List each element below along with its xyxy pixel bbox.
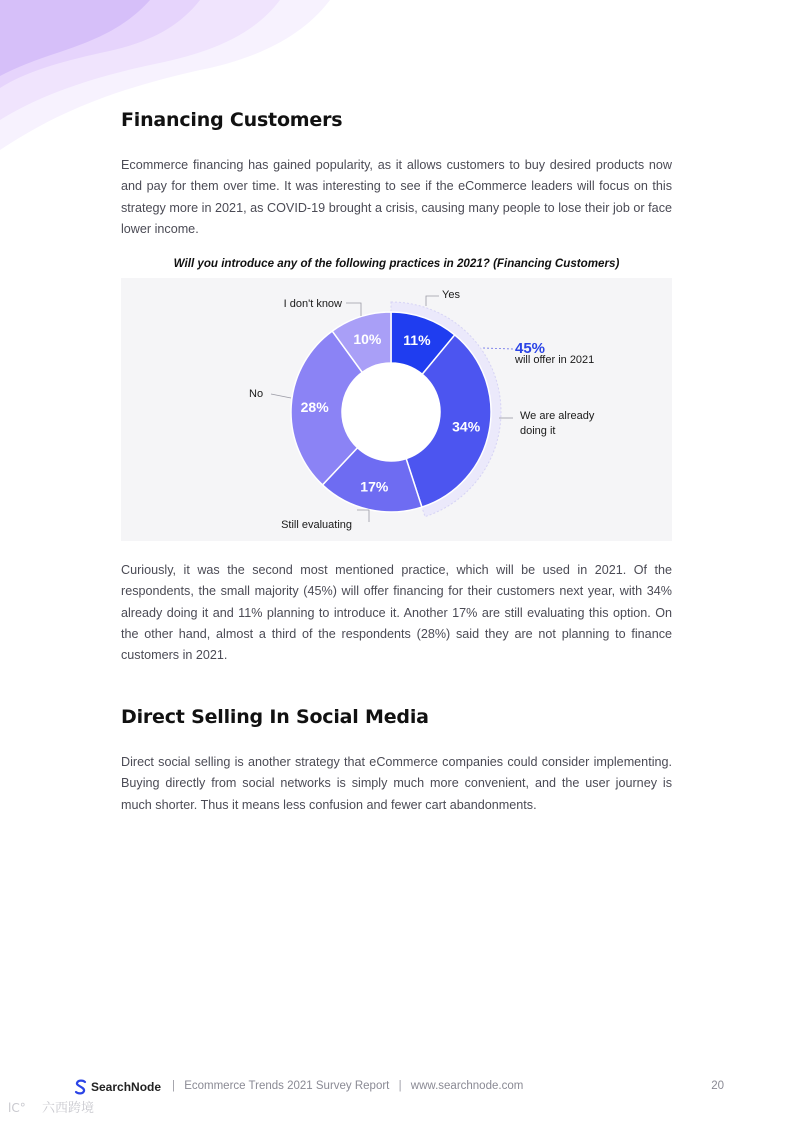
page-number: 20 xyxy=(711,1080,724,1092)
footer-info xyxy=(166,1080,523,1092)
label-no: No xyxy=(249,388,264,400)
leader-dont-know xyxy=(346,303,361,316)
slice-value-label: 10% xyxy=(353,331,382,348)
footer-website-link[interactable]: www.searchnode.com xyxy=(410,1080,524,1092)
slice-value-label: 17% xyxy=(360,478,389,495)
leader-yes xyxy=(426,296,439,306)
slice-value-label: 11% xyxy=(403,332,431,349)
footer-separator: | xyxy=(398,1080,402,1092)
paragraph-intro: Ecommerce financing has gained popularity, as it allows customers to buy desired products now and pay for them over time. It was interesting to see if the eCommerce leaders will focus on this strategy more in 2021, as COVID-19 brought a crisis, causing many people to lose their job or face lower income. xyxy=(121,158,672,236)
svg-text:lC°: lC° xyxy=(8,1100,26,1114)
chart-title: Will you introduce any of the following practices in 2021? (Financing Customers) xyxy=(173,257,620,270)
brand-logo xyxy=(74,1079,161,1095)
leader-no xyxy=(271,394,291,398)
annotation-45-text: will offer in 2021 xyxy=(515,354,595,366)
brand-name: SearchNode xyxy=(91,1080,162,1094)
section-title-financing: Financing Customers xyxy=(121,109,343,131)
label-already-1: We are already xyxy=(520,410,595,422)
label-yes: Yes xyxy=(442,289,460,301)
page-footer xyxy=(74,1079,724,1097)
searchnode-logo-icon xyxy=(74,1079,88,1095)
slice-value-label: 34% xyxy=(452,418,481,435)
label-still: Still evaluating xyxy=(281,519,352,531)
slice-value-label: 28% xyxy=(300,399,329,416)
paragraph-analysis: Curiously, it was the second most mentioned practice, which will be used in 2021. Of the respondents, the small majority (45%) will offer financing for their customers next year, with 34% already doing it and 11% planning to introduce it. Another 17% are still evaluating this option. On the other hand, almost a third of the respondents (28%) said they are not planning to finance customers in 2021. xyxy=(121,563,672,663)
footer-separator: | xyxy=(172,1080,175,1092)
donut-chart xyxy=(121,278,672,541)
leader-still xyxy=(357,510,369,522)
watermark xyxy=(8,1097,94,1116)
section-title-direct-selling: Direct Selling In Social Media xyxy=(121,706,429,728)
donut-hole xyxy=(342,363,440,461)
watermark-text: 六西跨境 xyxy=(42,1100,95,1115)
label-dont-know: I don't know xyxy=(283,298,342,310)
footer-report-title: Ecommerce Trends 2021 Survey Report xyxy=(184,1080,390,1092)
paragraph-direct-selling: Direct social selling is another strategy that eCommerce companies could consider implementing. Buying directly from social networks is simply much more convenient, and the user journey is much shorter. Thus it means less confusion and fewer cart abandonments. xyxy=(121,755,672,812)
watermark-logo-icon xyxy=(8,1100,38,1114)
donut-chart-svg xyxy=(121,278,672,541)
leader-45 xyxy=(483,348,513,349)
label-already-2: doing it xyxy=(520,425,556,437)
annotation-45-value: 45% xyxy=(515,340,546,357)
